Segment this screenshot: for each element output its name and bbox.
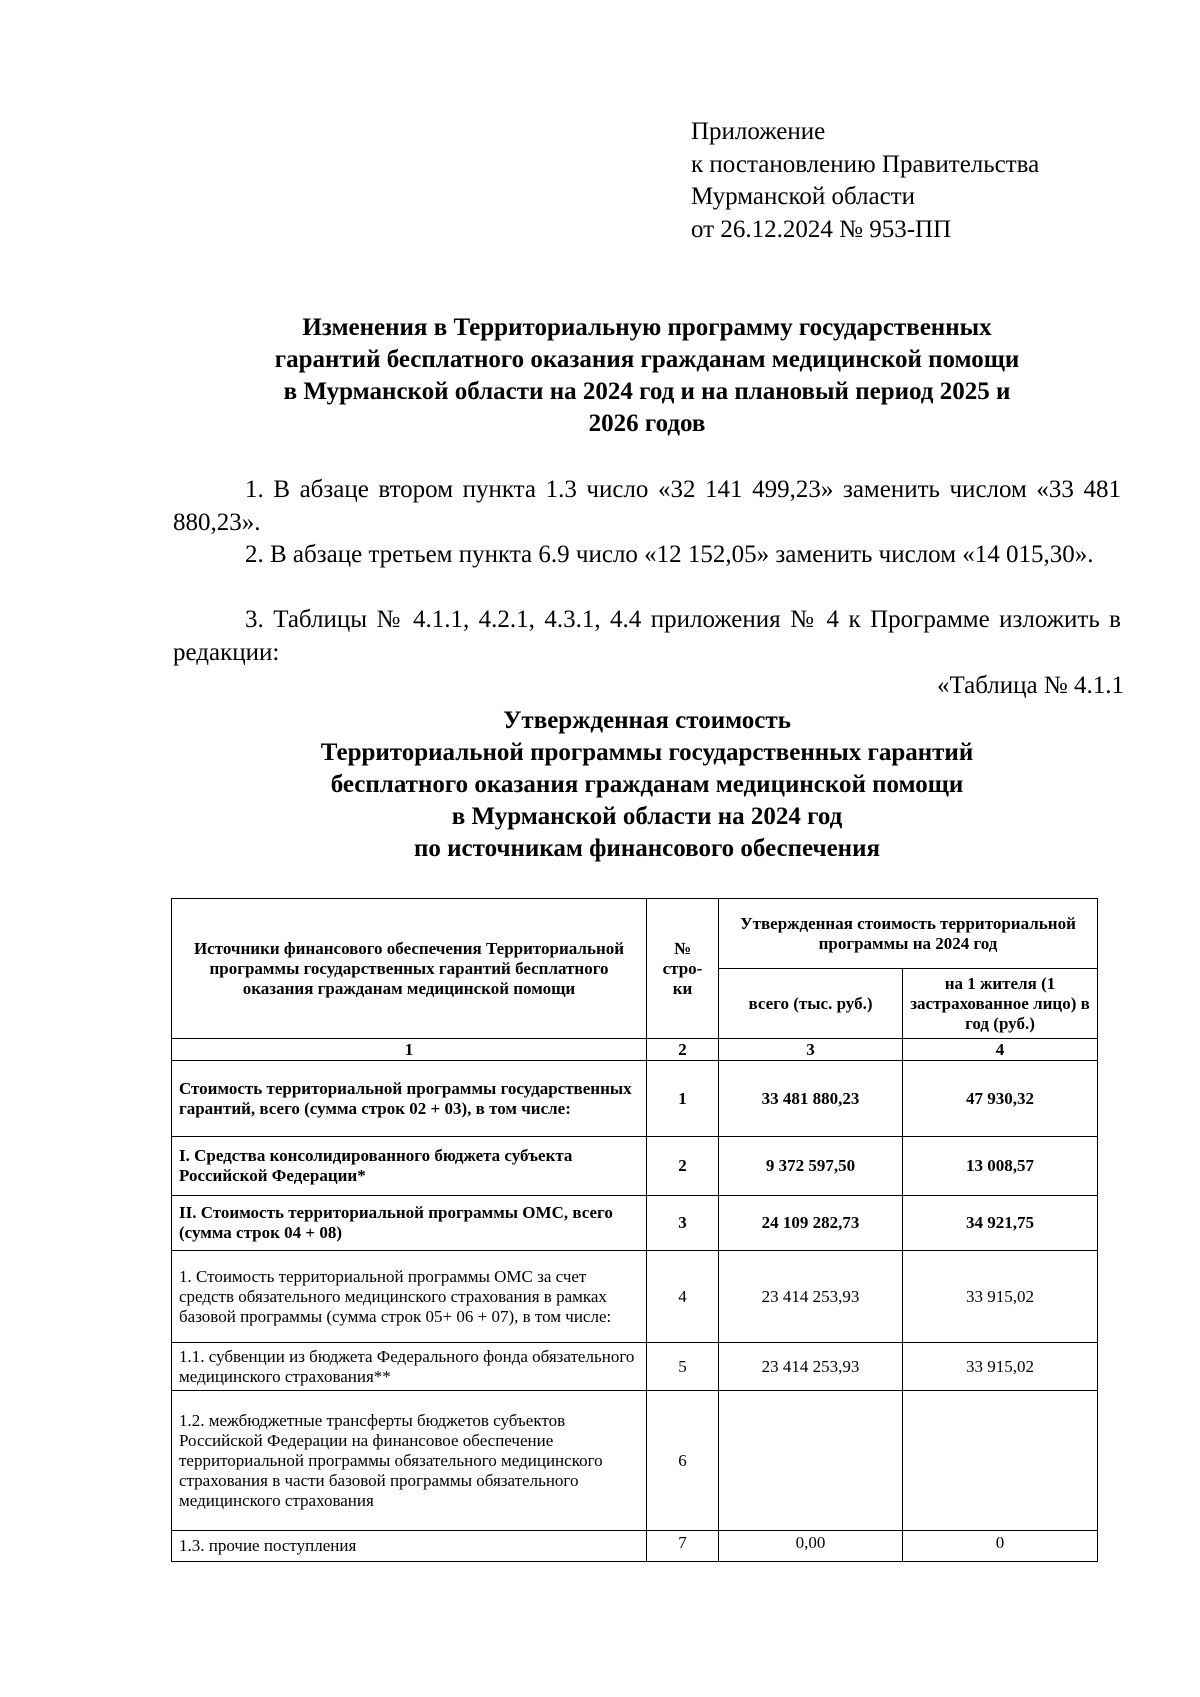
table-row (172, 1391, 1098, 1531)
row-total: 23 414 253,93 (719, 1251, 903, 1343)
row-number: 2 (647, 1137, 719, 1196)
document-title (170, 312, 1124, 440)
row-source: 1.3. прочие поступления (172, 1531, 647, 1562)
row-per-capita: 34 921,75 (903, 1196, 1098, 1251)
column-number-row (172, 1039, 1098, 1061)
header-approved-cost: Утвержденная стоимость территориальной программы на 2024 год (719, 899, 1098, 969)
header-line: к постановлению Правительства (691, 150, 1040, 178)
table-row (172, 1251, 1098, 1343)
paragraph-text: 3. Таблицы № 4.1.1, 4.2.1, 4.3.1, 4.4 приложения № 4 к Программе изложить в редакции: (173, 606, 1121, 666)
row-total: 24 109 282,73 (719, 1196, 903, 1251)
table-row (172, 1196, 1098, 1251)
table-row (172, 1343, 1098, 1391)
table-title-line: бесплатного оказания гражданам медицинской помощи (330, 771, 964, 798)
row-total (719, 1391, 903, 1531)
row-number: 6 (647, 1391, 719, 1531)
header-line: Приложение (691, 118, 826, 145)
table-title-line: по источникам финансового обеспечения (413, 835, 881, 862)
row-number: 7 (647, 1531, 719, 1562)
paragraph-1 (173, 474, 1121, 539)
table-title-line: Территориальной программы государственных гарантий (320, 739, 974, 766)
paragraph-text: 1. В абзаце втором пункта 1.3 число «32 141 499,23» заменить числом «33 481 880,23». (173, 476, 1121, 536)
header-row-number: № стро-ки (647, 899, 719, 1039)
row-per-capita: 33 915,02 (903, 1251, 1098, 1343)
row-per-capita: 33 915,02 (903, 1343, 1098, 1391)
table-title-line: в Мурманской области на 2024 год (451, 803, 843, 830)
row-total: 33 481 880,23 (719, 1061, 903, 1137)
row-per-capita: 13 008,57 (903, 1137, 1098, 1196)
row-total: 0,00 (719, 1531, 903, 1562)
column-number: 4 (903, 1039, 1098, 1061)
table-row (172, 1531, 1098, 1562)
paragraph-3 (173, 604, 1121, 669)
row-source: 1. Стоимость территориальной программы ОМС за счет средств обязательного медицинского страхования в рамках базовой программы (сумма строк 05+ 06 + 07), в том числе: (172, 1251, 647, 1343)
paragraph-2 (173, 539, 1121, 572)
row-number: 5 (647, 1343, 719, 1391)
row-per-capita: 47 930,32 (903, 1061, 1098, 1137)
title-line: гарантий бесплатного оказания гражданам медицинской помощи (274, 346, 1020, 373)
row-per-capita: 0 (903, 1531, 1098, 1562)
row-source: 1.2. межбюджетные трансферты бюджетов субъектов Российской Федерации на финансовое обеспечение территориальной программы обязательного медицинского страхования в части базовой программы обязательного медицинского страхования (172, 1391, 647, 1531)
paragraph-text: 2. В абзаце третьем пункта 6.9 число «12 152,05» заменить числом «14 015,30». (245, 541, 1094, 568)
row-total: 9 372 597,50 (719, 1137, 903, 1196)
header-per-capita: на 1 жителя (1 застрахованное лицо) в год (руб.) (903, 969, 1098, 1039)
table-title-line: Утвержденная стоимость (503, 707, 791, 734)
appendix-header (691, 116, 1039, 246)
table-label: «Таблица № 4.1.1 (936, 672, 1124, 699)
header-total: всего (тыс. руб.) (719, 969, 903, 1039)
header-line: Мурманской области (691, 183, 916, 210)
row-number: 1 (647, 1061, 719, 1137)
header-line: от 26.12.2024 № 953-ПП (691, 215, 952, 243)
title-line: Изменения в Территориальную программу государственных (302, 314, 992, 341)
row-source: Стоимость территориальной программы государственных гарантий, всего (сумма строк 02 + 03), в том числе: (172, 1061, 647, 1137)
row-source: 1.1. субвенции из бюджета Федерального фонда обязательного медицинского страхования** (172, 1343, 647, 1391)
row-per-capita (903, 1391, 1098, 1531)
row-number: 3 (647, 1196, 719, 1251)
column-number: 3 (719, 1039, 903, 1061)
row-total: 23 414 253,93 (719, 1343, 903, 1391)
row-number: 4 (647, 1251, 719, 1343)
column-number: 2 (647, 1039, 719, 1061)
table-row (172, 1137, 1098, 1196)
header-sources: Источники финансового обеспечения Территориальной программы государственных гарантий бесплатного оказания гражданам медицинской помощи (172, 899, 647, 1039)
cost-table (171, 898, 1098, 1562)
table-title (170, 705, 1124, 865)
row-source: II. Стоимость территориальной программы ОМС, всего (сумма строк 04 + 08) (172, 1196, 647, 1251)
title-line: в Мурманской области на 2024 год и на плановый период 2025 и (283, 378, 1011, 405)
table-row (172, 1061, 1098, 1137)
row-source: I. Средства консолидированного бюджета субъекта Российской Федерации* (172, 1137, 647, 1196)
column-number: 1 (172, 1039, 647, 1061)
title-line: 2026 годов (588, 410, 706, 437)
